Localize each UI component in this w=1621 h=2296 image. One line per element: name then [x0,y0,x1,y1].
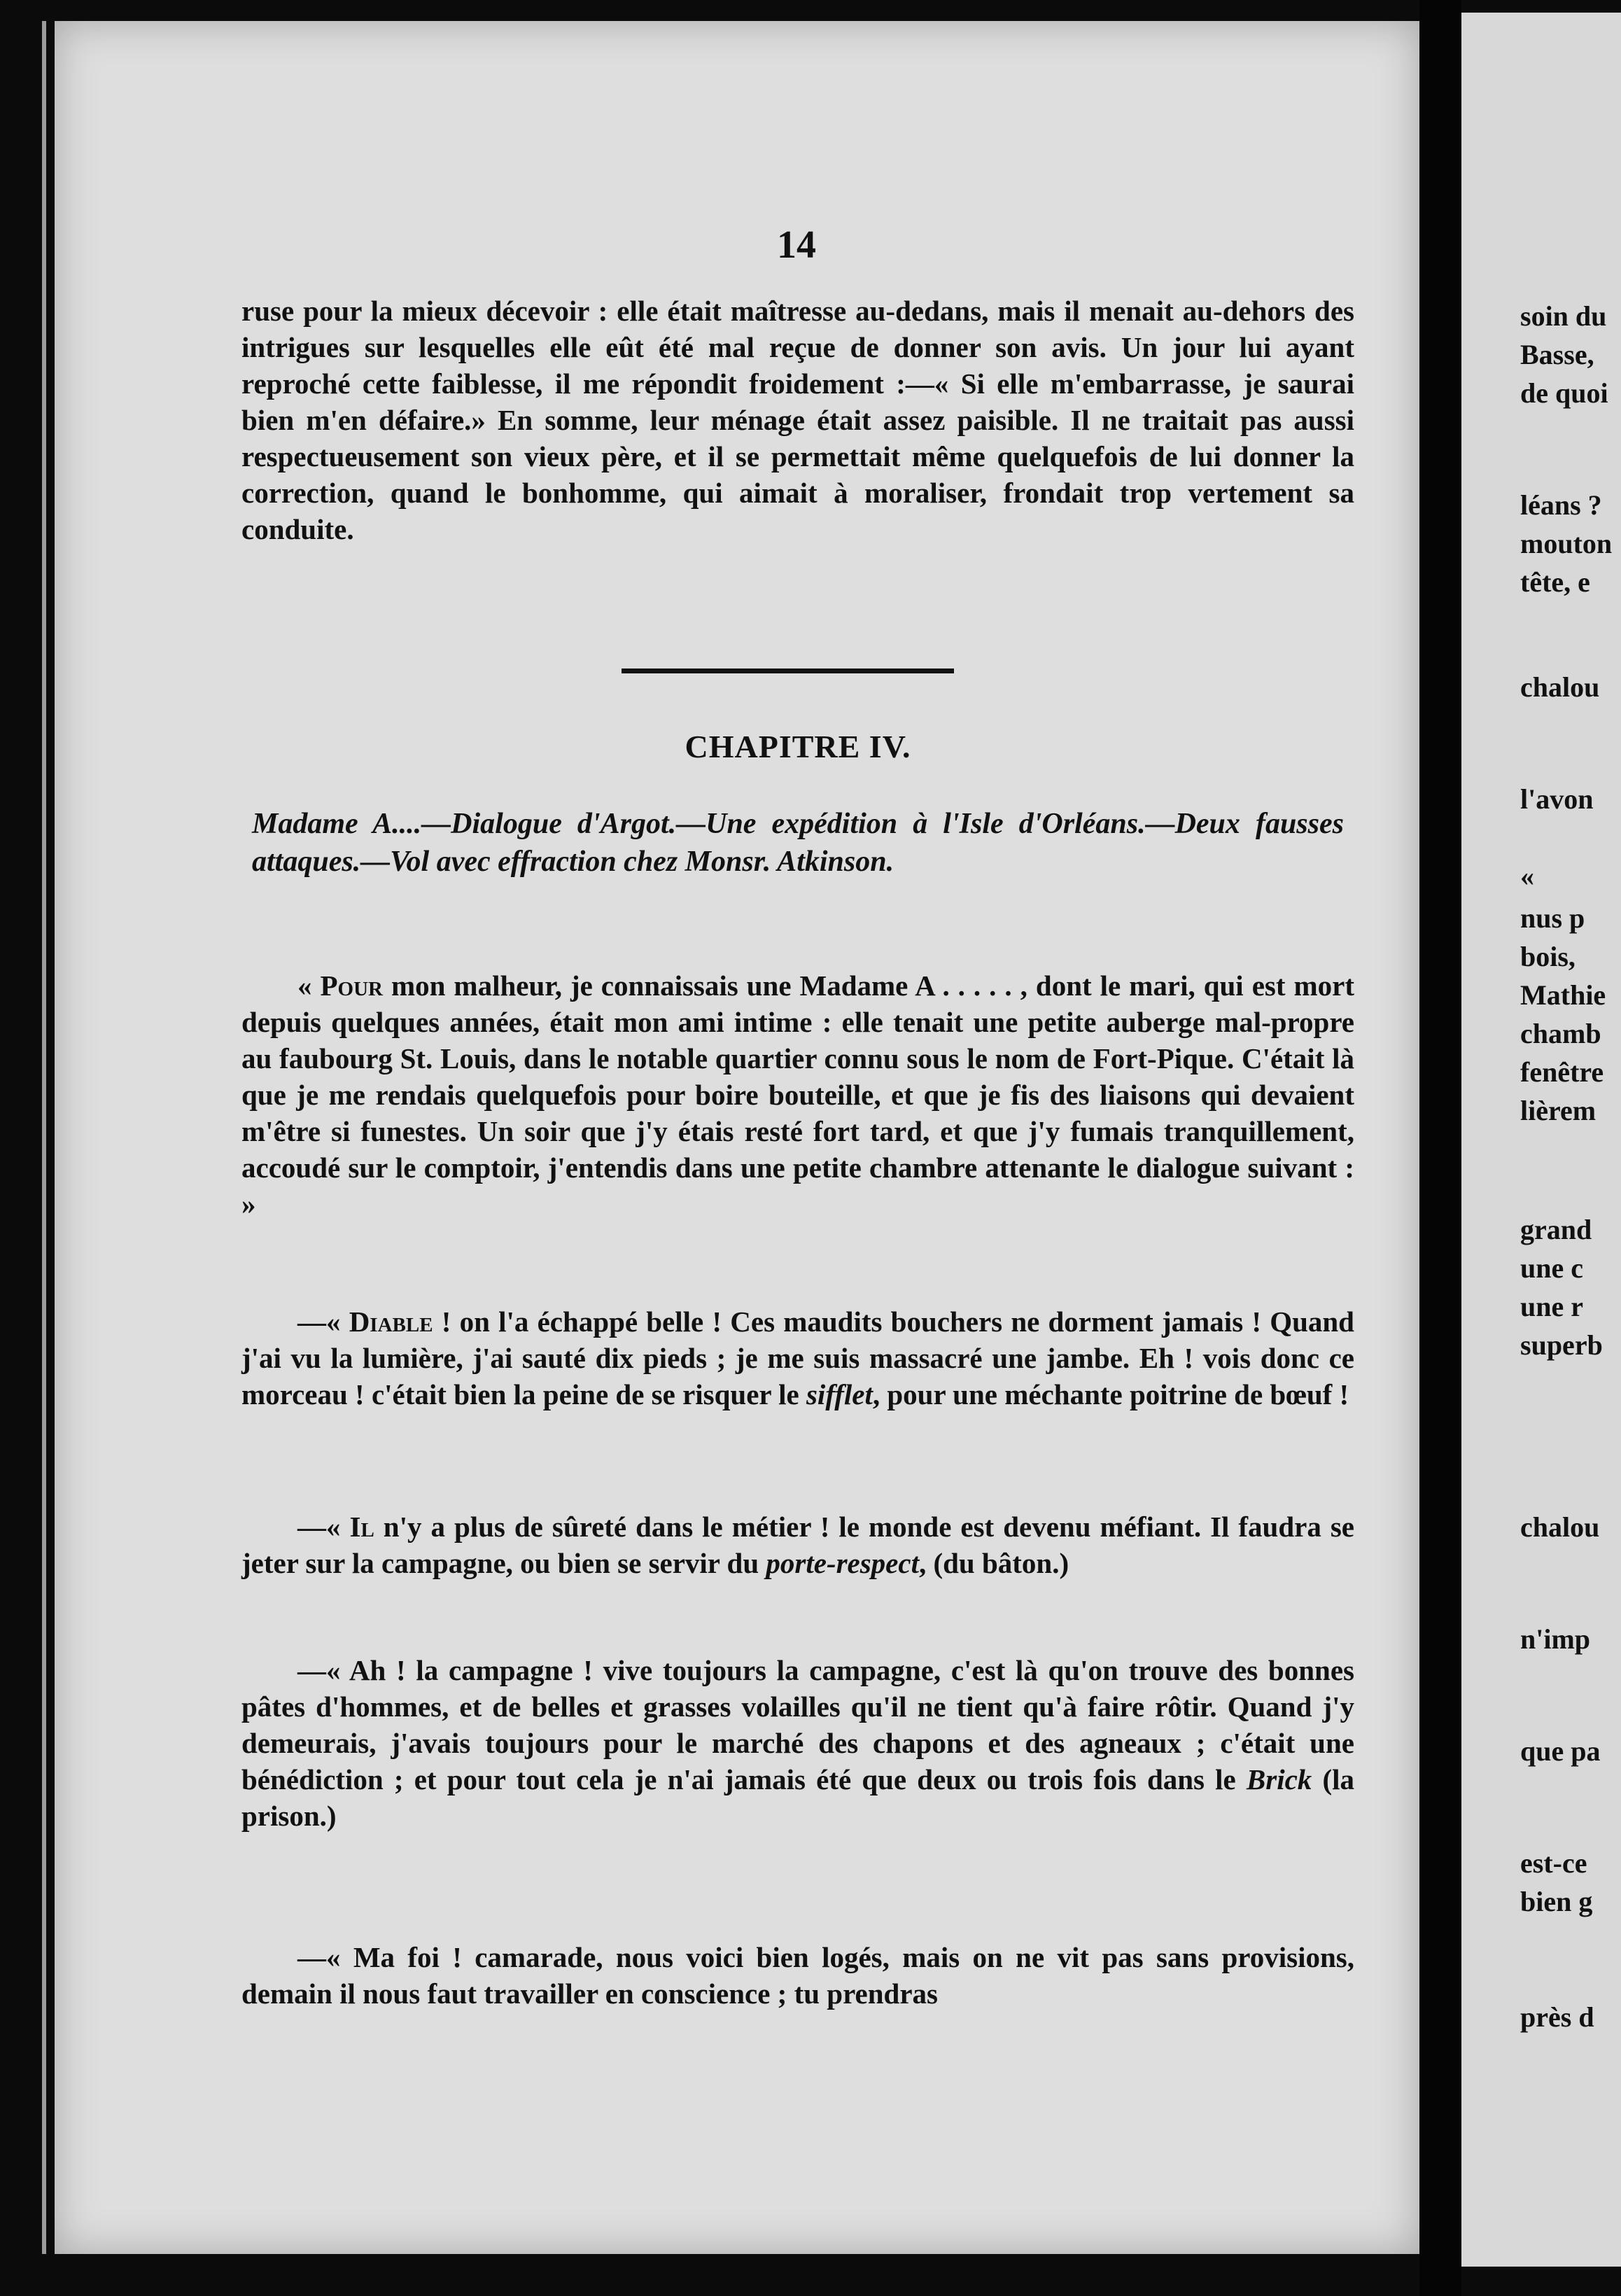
right-page-line-fragment: superb [1520,1329,1603,1361]
right-page-line-fragment: nus p [1520,902,1585,934]
right-page-partial [1461,13,1621,2267]
paragraph-text: , (du bâton.) [918,1547,1069,1579]
chapter-synopsis: Madame A....—Dialogue d'Argot.—Une expédition à l'Isle d'Orléans.—Deux fausses attaques.—Vol avec effraction chez Monsr. Atkinson. [252,808,1344,878]
right-page-line-fragment: une r [1520,1291,1583,1322]
right-page-line-fragment: mouton [1520,528,1613,559]
dialogue-surete [241,1508,1354,1581]
right-page-line-fragment: chamb [1520,1018,1601,1049]
right-page-line-fragment: fenêtre [1520,1056,1604,1088]
argot-term: Brick [1246,1763,1312,1795]
right-page-line-fragment: tête, e [1520,566,1590,598]
dialogue-diable [241,1303,1354,1413]
right-page-line-fragment: Basse, [1520,339,1594,370]
paragraph-madame-a [241,967,1354,1222]
book-gutter [1419,0,1461,2296]
chapter-divider-rule [622,668,954,673]
right-page-line-fragment: chalou [1520,1511,1600,1543]
paragraph-text: ! on l'a échappé belle ! Ces maudits bouchers ne dorment jamais ! Quand j'ai vu la lumière, j'ai sauté dix pieds ; je me suis massacré une jambe. Eh ! vois donc ce morceau ! c'était bien la peine de se risquer le [241,1306,1354,1410]
chapter-title: CHAPITRE IV. [685,729,911,764]
right-page-line-fragment: que pa [1520,1735,1601,1767]
right-page-line-fragment: Mathie [1520,979,1606,1011]
right-page-line-fragment: de quoi [1520,377,1608,409]
right-page-line-fragment: grand [1520,1214,1592,1245]
paragraph-text: mon malheur, je connaissais une Madame A . . . . . , dont le mari, qui est mort depuis quelques années, était mon ami intime : elle tenait une petite auberge mal-propre au faubourg St. Louis, dans le notable quartier connu sous le nom de Fort-Pique. C'était là que je me rendais quelquefois pour boire bouteille, et que je fis des liaisons qui devaient m'être si funestes. Un soir que j'y étais resté fort tard, et que j'y fumais tranquillement, accoudé sur le comptoir, j'entendis dans une petite chambre attenante le dialogue suivant : » [241,969,1354,1220]
paragraph-text: (la prison.) [241,1763,1354,1832]
right-page-line-fragment: bois, [1520,941,1576,972]
right-page-line-fragment: près d [1520,2001,1594,2033]
paragraph-continuation: ruse pour la mieux décevoir : elle était maîtresse au-dedans, mais il menait au-dehors des intrigues sur lesquelles elle eût été mal reçue de donner son avis. Un jour lui ayant reproché cette faiblesse, il me répondit froidement :—« Si elle m'embarrasse, je saurai bien m'en défaire.» En somme, leur ménage était assez paisible. Il ne traitait pas aussi respectueusement son vieux père, et il se permettait même quelquefois de lui donner la correction, quand le bonhomme, qui aimait à moraliser, frondait trop vertement sa conduite. [241,295,1354,545]
argot-term: sifflet [806,1378,873,1410]
right-page-line-fragment: léans ? [1520,489,1602,521]
right-page-line-fragment: est-ce [1520,1847,1587,1879]
lead-word: « Pour [297,969,383,1002]
right-page-line-fragment: n'imp [1520,1623,1591,1655]
right-page-line-fragment: chalou [1520,671,1600,703]
right-page-line-fragment: une c [1520,1252,1583,1284]
page-number: 14 [777,223,816,267]
right-page-line-fragment: « [1520,860,1534,892]
argot-term: porte-respect [766,1547,919,1579]
paragraph-text: , pour une méchante poitrine de bœuf ! [872,1378,1349,1410]
paragraph-text: —« Ah ! la campagne ! vive toujours la campagne, c'est là qu'on trouve des bonnes pâtes d'hommes, et de belles et grasses volailles qu'il ne tient qu'à faire rôtir. Quand j'y demeurais, j'avais toujours pour le marché des chapons et des agneaux ; c'était une bénédiction ; et pour tout cela je n'ai jamais été que deux ou trois fois dans le [241,1654,1354,1795]
dialogue-campagne [241,1652,1354,1834]
dialogue-ma-foi: —« Ma foi ! camarade, nous voici bien logés, mais on ne vit pas sans provisions, demain il nous faut travailler en conscience ; tu prendras [241,1941,1354,2010]
right-page-line-fragment: soin du [1520,300,1607,332]
right-page-line-fragment: lièrem [1520,1095,1597,1126]
lead-word: —« Il [297,1511,374,1543]
right-page-line-fragment: bien g [1520,1886,1593,1917]
lead-word: —« Diable [297,1306,433,1338]
paragraph-text: n'y a plus de sûreté dans le métier ! le monde est devenu méfiant. Il faudra se jeter sur la campagne, ou bien se servir du [241,1511,1354,1579]
right-page-line-fragment: l'avon [1520,783,1594,815]
